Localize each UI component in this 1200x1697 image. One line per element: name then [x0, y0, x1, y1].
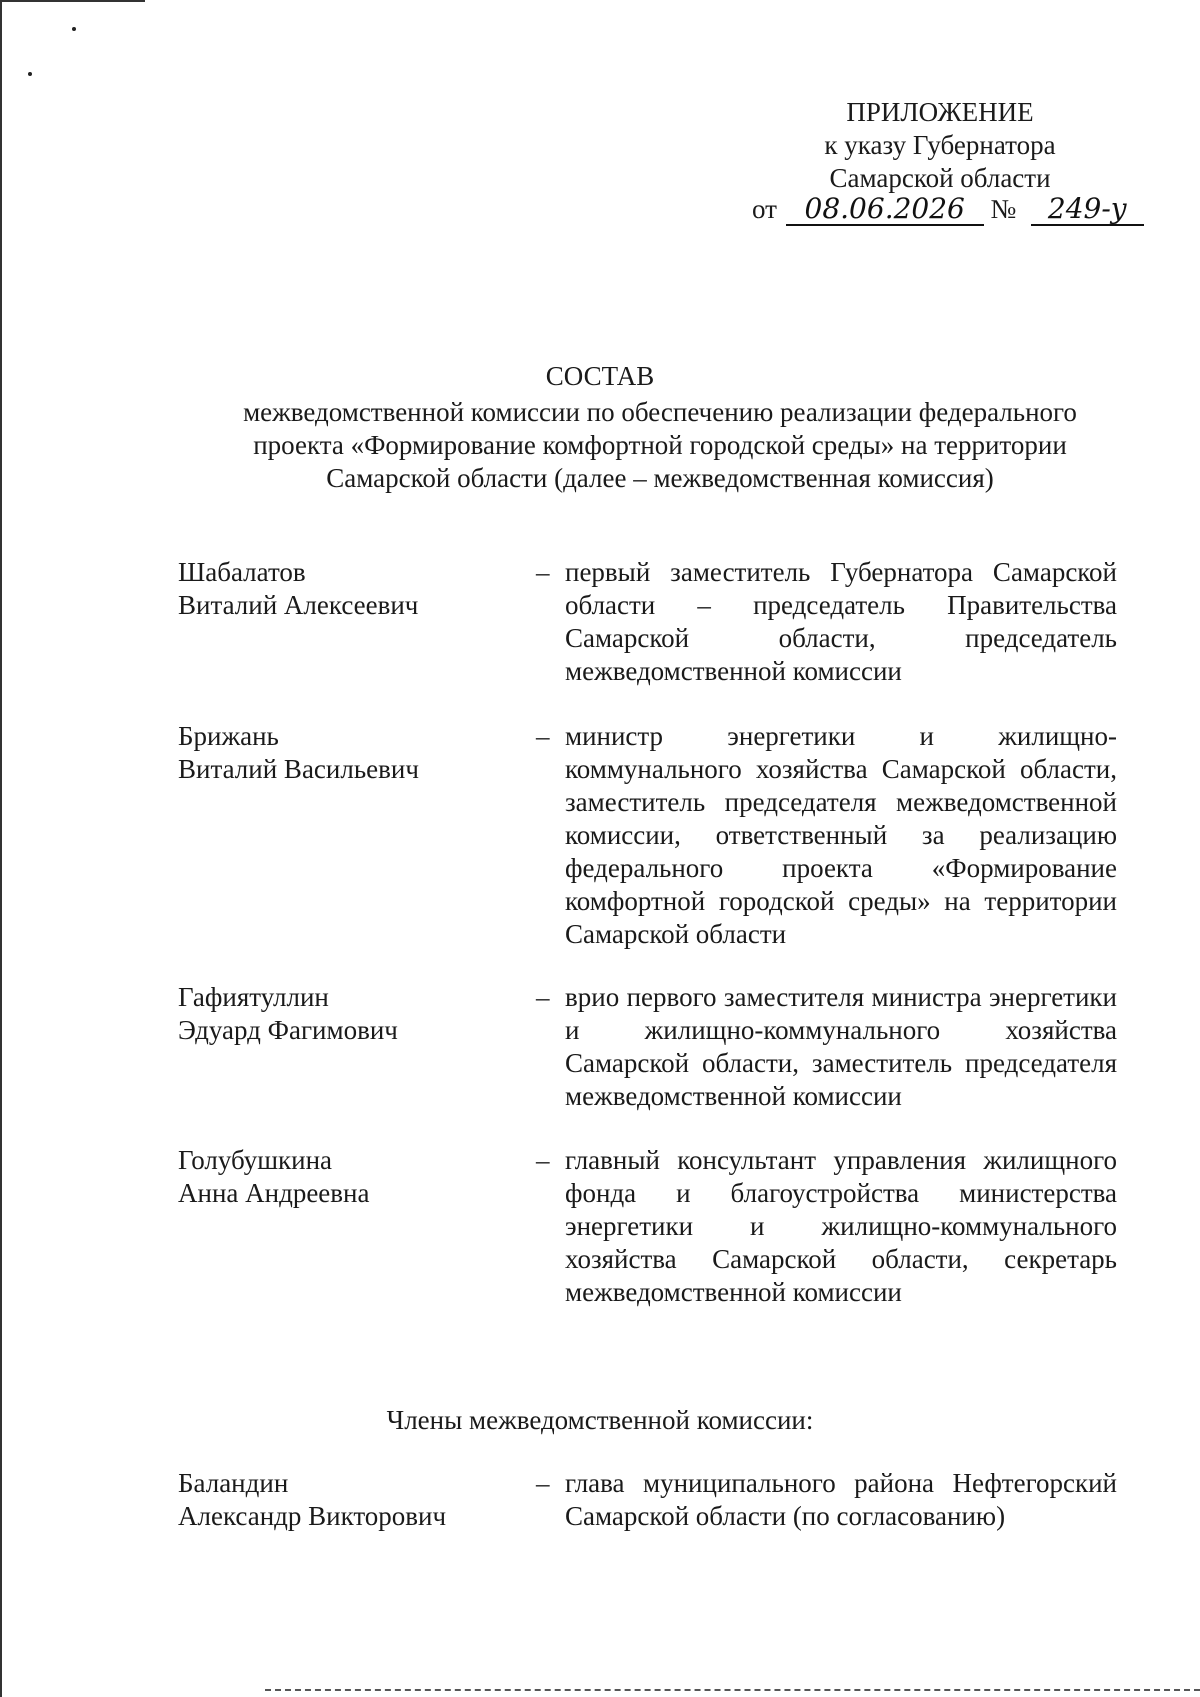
- commission-entry: [178, 981, 1118, 1116]
- entry-dash: –: [536, 721, 550, 751]
- person-name: [178, 1467, 498, 1533]
- person-given-names: Виталий Алексеевич: [178, 590, 419, 620]
- person-given-names: Александр Викторович: [178, 1501, 447, 1531]
- entry-dash: –: [536, 1468, 550, 1498]
- handwritten-number: 249-у: [1031, 194, 1144, 226]
- person-name: [178, 981, 498, 1047]
- entry-dash: –: [536, 982, 550, 1012]
- person-name: [178, 1144, 498, 1210]
- person-position: министр энергетики и жилищно-коммунального хозяйства Самарской области, заместитель председателя межведомственной комиссии, ответственный за реализацию федерального проекта «Формирование комфортной городской среды» на территории Самарской области: [565, 721, 1117, 949]
- person-position: главный консультант управления жилищного фонда и благоустройства министерства энергетики и жилищно-коммунального хозяйства Самарской области, секретарь межведомственной комиссии: [565, 1145, 1117, 1307]
- person-surname: Гафиятуллин: [178, 982, 329, 1012]
- appendix-date-line: [752, 193, 1144, 226]
- commission-entry: [178, 556, 1118, 691]
- person-surname: Брижань: [178, 721, 279, 751]
- members-heading: Члены межведомственной комиссии:: [386, 1405, 814, 1435]
- person-given-names: Анна Андреевна: [178, 1178, 370, 1208]
- appendix-line-3: Самарской области: [829, 163, 1051, 193]
- document-title: СОСТАВ: [545, 361, 655, 391]
- scan-speck: [72, 27, 76, 31]
- date-prefix: от: [752, 194, 777, 224]
- person-given-names: Виталий Васильевич: [178, 754, 419, 784]
- entry-dash: –: [536, 1145, 550, 1175]
- person-position: глава муниципального района Нефтегорский Самарской области (по согласованию): [565, 1468, 1117, 1531]
- scan-bottom-edge: [265, 1689, 1200, 1691]
- commission-entry: [178, 1144, 1118, 1344]
- person-surname: Баландин: [178, 1468, 289, 1498]
- scan-left-edge: [0, 0, 2, 1697]
- person-name: [178, 556, 498, 622]
- person-position: врио первого заместителя министра энергетики и жилищно-коммунального хозяйства Самарской области, заместитель председателя межведомственной комиссии: [565, 982, 1117, 1111]
- person-name: [178, 720, 498, 786]
- person-surname: Голубушкина: [178, 1145, 332, 1175]
- handwritten-date: 08.06.2026: [786, 194, 984, 226]
- document-subtitle: межведомственной комиссии по обеспечению реализации федерального проекта «Формирование комфортной городской среды» на территории Самарской области (далее – межведомственная комиссия): [243, 397, 1077, 493]
- number-prefix: №: [990, 194, 1017, 224]
- scan-top-edge: [0, 0, 145, 2]
- commission-entry: [178, 720, 1118, 952]
- member-entry: [178, 1467, 1118, 1537]
- scan-speck: [28, 72, 32, 76]
- appendix-line-2: к указу Губернатора: [824, 130, 1056, 160]
- person-given-names: Эдуард Фагимович: [178, 1015, 398, 1045]
- person-position: первый заместитель Губернатора Самарской области – председатель Правительства Самарской области, председатель межведомственной комиссии: [565, 557, 1117, 686]
- person-surname: Шабалатов: [178, 557, 306, 587]
- appendix-title: ПРИЛОЖЕНИЕ: [846, 97, 1034, 127]
- appendix-header: [750, 96, 1130, 195]
- entry-dash: –: [536, 557, 550, 587]
